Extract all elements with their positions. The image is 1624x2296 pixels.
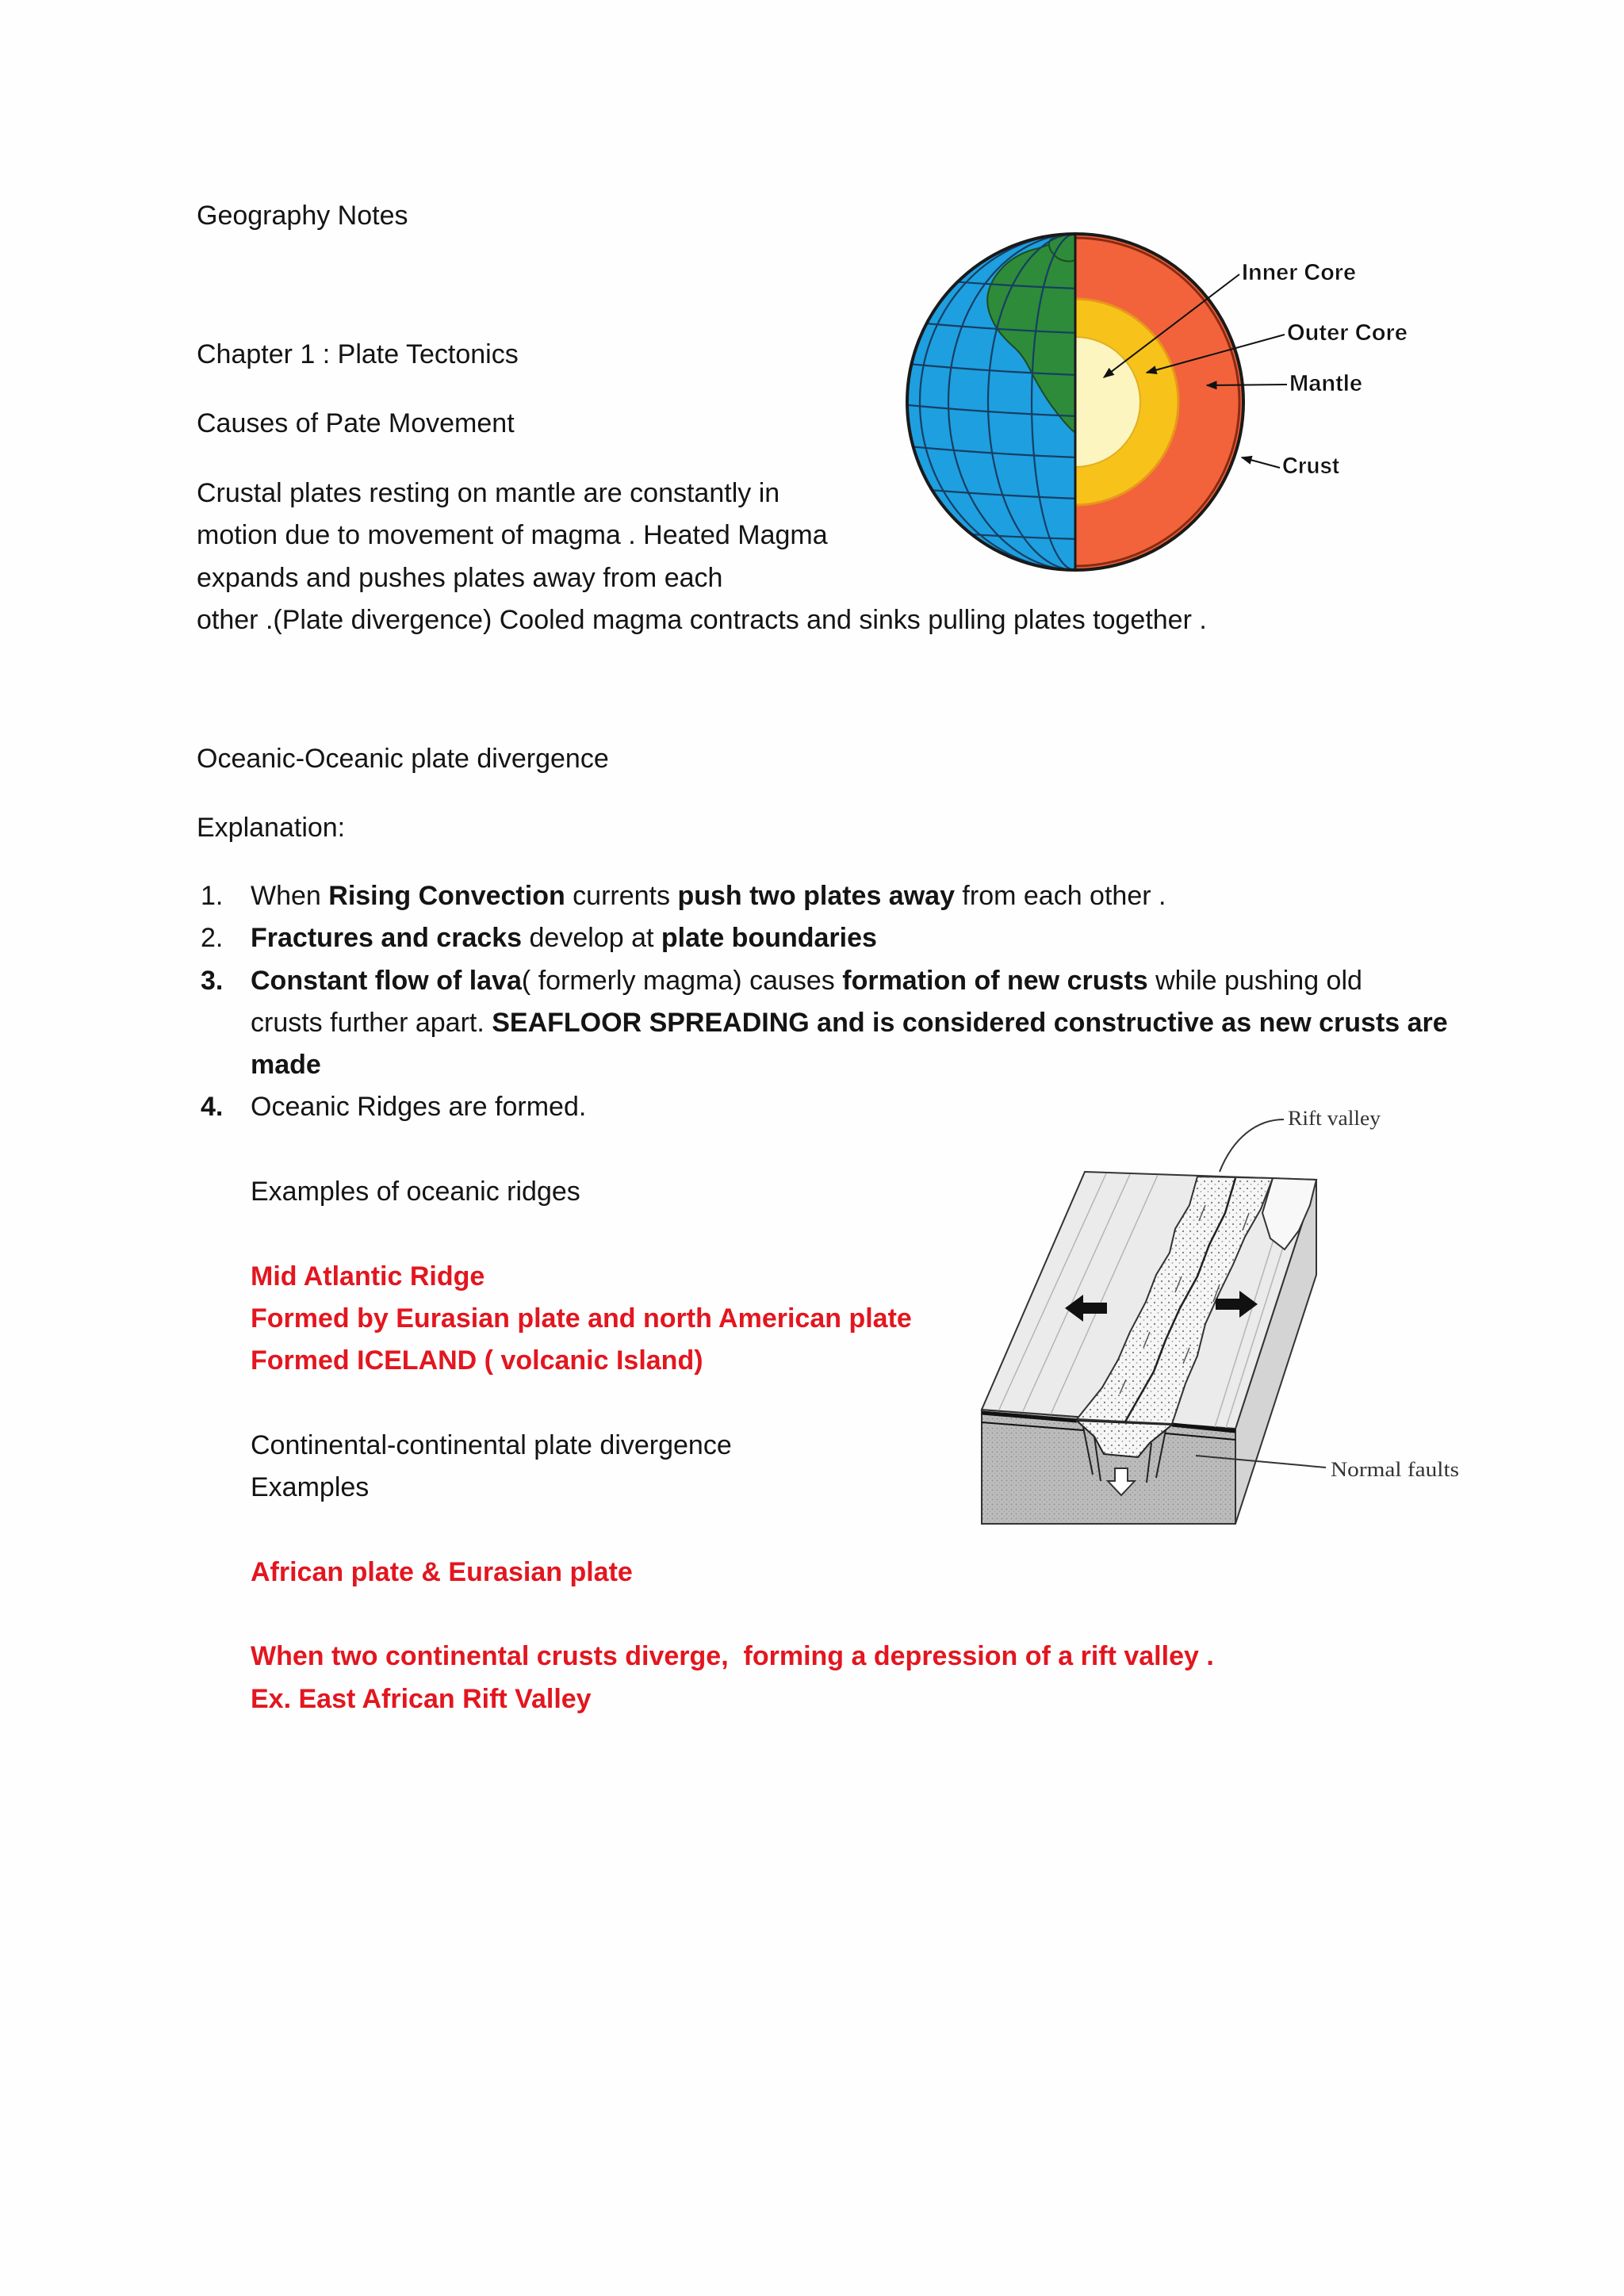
bold-text-segment: made xyxy=(251,1050,321,1081)
list-number: 2. xyxy=(201,923,224,954)
paragraph-line: expands and pushes plates away from each xyxy=(197,562,723,593)
example-highlight: African plate & Eurasian plate xyxy=(251,1556,633,1587)
paragraph-line: other .(Plate divergence) Cooled magma contracts and sinks pulling plates together . xyxy=(197,604,1207,635)
list-number: 1. xyxy=(201,881,224,911)
outer-core-label: Outer Core xyxy=(1287,320,1408,346)
inner-core-label: Inner Core xyxy=(1242,260,1356,285)
rift-valley-label: Rift valley xyxy=(1288,1107,1381,1130)
rift-valley-leader xyxy=(1220,1119,1284,1172)
list-number: 3. xyxy=(201,965,224,996)
continental-examples-label: Examples xyxy=(251,1472,370,1503)
section-subheading: Causes of Pate Movement xyxy=(197,408,515,438)
rift-note: When two continental crusts diverge, forming a depression of a rift valley . xyxy=(251,1641,1214,1672)
list-item-continuation xyxy=(0,1002,1624,1044)
example-highlight: Formed by Eurasian plate and north American plate xyxy=(251,1303,912,1334)
list-item-text xyxy=(251,875,1166,917)
chapter-heading: Chapter 1 : Plate Tectonics xyxy=(197,339,519,369)
mantle-label: Mantle xyxy=(1289,371,1362,396)
text-segment: currents xyxy=(565,881,678,911)
text-segment: When xyxy=(251,881,329,911)
crust-label: Crust xyxy=(1282,453,1340,479)
oceanic-examples-heading: Examples of oceanic ridges xyxy=(251,1177,580,1207)
paragraph-line: Crustal plates resting on mantle are constantly in xyxy=(197,478,780,508)
explanation-label: Explanation: xyxy=(197,813,346,843)
bold-text-segment: Constant flow of lava xyxy=(251,965,522,996)
text-segment: from each other . xyxy=(954,881,1166,911)
bold-text-segment: Rising Convection xyxy=(328,881,565,911)
list-item-text xyxy=(251,960,1362,1002)
example-highlight: Mid Atlantic Ridge xyxy=(251,1261,485,1292)
text-segment: develop at xyxy=(522,923,661,954)
earth-structure-diagram xyxy=(888,222,1443,587)
note-row xyxy=(0,1636,1624,1678)
rift-valley-diagram xyxy=(967,1094,1475,1538)
list-item xyxy=(0,875,1624,917)
paragraph-line: motion due to movement of magma . Heated Magma xyxy=(197,520,828,551)
note-row xyxy=(0,1678,1624,1720)
page-title: Geography Notes xyxy=(197,201,408,231)
line-spacer xyxy=(0,1594,1624,1636)
example-highlight: Formed ICELAND ( volcanic Island) xyxy=(251,1345,703,1376)
oceanic-divergence-heading: Oceanic-Oceanic plate divergence xyxy=(197,744,609,774)
list-item-text xyxy=(251,917,877,959)
bold-text-segment: formation of new crusts xyxy=(842,965,1148,996)
rift-note: Ex. East African Rift Valley xyxy=(251,1683,592,1714)
crust-leader xyxy=(1242,457,1280,468)
list-item-text xyxy=(251,1002,1448,1044)
list-item-text: Oceanic Ridges are formed. xyxy=(251,1092,587,1123)
continental-divergence-heading: Continental-continental plate divergence xyxy=(251,1429,732,1460)
text-segment: while pushing old xyxy=(1147,965,1362,996)
list-item xyxy=(0,960,1624,1002)
bold-text-segment: SEAFLOOR SPREADING and is considered constructive as new crusts are xyxy=(492,1007,1448,1038)
text-segment: ( formerly magma) causes xyxy=(521,965,843,996)
text-segment: crusts further apart. xyxy=(251,1007,492,1038)
list-number: 4. xyxy=(201,1092,224,1123)
example-row xyxy=(0,1552,1624,1594)
normal-faults-label: Normal faults xyxy=(1331,1458,1459,1481)
list-item xyxy=(0,917,1624,959)
bold-text-segment: push two plates away xyxy=(677,881,955,911)
bold-text-segment: Fractures and cracks xyxy=(251,923,523,954)
bold-text-segment: plate boundaries xyxy=(661,923,877,954)
list-item-continuation xyxy=(0,1044,1624,1086)
